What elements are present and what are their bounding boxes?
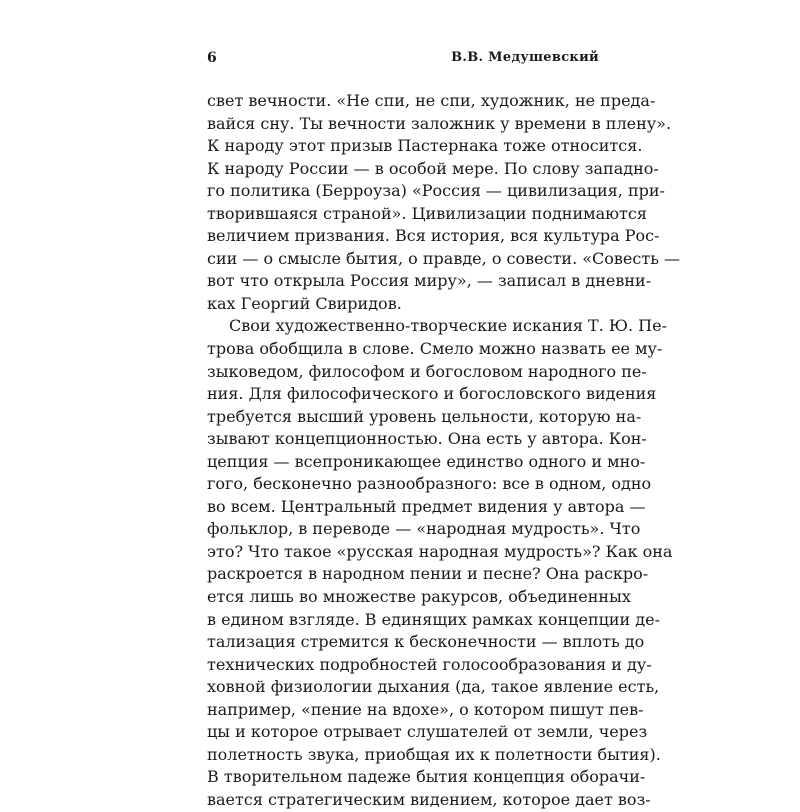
text-line: В творительном падеже бытия концепция оборачи-	[207, 767, 646, 787]
text-line: ховной физиологии дыхания (да, такое явление есть,	[207, 677, 660, 697]
text-line: фольклор, в переводе — «народная мудрость». Что	[207, 519, 641, 539]
text-line: например, «пение на вдохе», о котором пишут пев-	[207, 699, 644, 719]
body-text	[207, 90, 680, 812]
text-line: зывают концепционностью. Она есть у автора. Кон-	[207, 429, 647, 449]
text-line: цепция — всепроникающее единство одного и мно-	[207, 451, 646, 471]
text-line: требуется высший уровень цельности, которую на-	[207, 406, 642, 426]
page-number: 6	[207, 50, 217, 66]
text-line: К народу этот призыв Пастернака тоже относится.	[207, 136, 643, 156]
text-line: тализация стремится к бесконечности — вплоть до	[207, 632, 645, 652]
text-line: во всем. Центральный предмет видения у автора —	[207, 496, 646, 516]
text-line: цы и которое отрывает слушателей от земли, через	[207, 722, 648, 742]
text-line: это? Что такое «русская народная мудрость»? Как она	[207, 541, 673, 561]
text-line: величием призвания. Вся история, вся культура Рос-	[207, 226, 660, 246]
text-line: творившаяся страной». Цивилизации поднимаются	[207, 203, 647, 223]
text-line: ется лишь во множестве ракурсов, объединенных	[207, 587, 631, 607]
text-line: свет вечности. «Не спи, не спи, художник, не преда-	[207, 91, 656, 110]
text-line: полетность звука, приобщая их к полетности бытия).	[207, 744, 661, 764]
text-line: го политика (Берроуза) «Россия — цивилизация, при-	[207, 181, 665, 201]
text-line: зыковедом, философом и богословом народного пе-	[207, 361, 647, 381]
text-line-paragraph-end: ках Георгий Свиридов.	[207, 293, 402, 313]
text-line: технических подробностей голосообразования и ду-	[207, 654, 652, 674]
text-line: в едином взгляде. В единящих рамках концепции де-	[207, 609, 661, 629]
text-line: вот что открыла Россия миру», — записал в дневни-	[207, 271, 652, 291]
text-line: ния. Для философического и богословского видения	[207, 384, 657, 404]
page-header	[207, 48, 599, 68]
text-line: сии — о смысле бытия, о правде, о совести. «Совесть —	[207, 248, 680, 268]
text-line-paragraph-start: Свои художественно-творческие искания Т. Ю. Пе-	[229, 316, 667, 336]
text-line: К народу России — в особой мере. По слову западно-	[207, 158, 659, 178]
text-line: раскроется в народном пении и песне? Она раскро-	[207, 564, 649, 584]
text-line: вается стратегическим видением, которое дает воз-	[207, 789, 651, 809]
text-line: гого, бесконечно разнообразного: все в одном, одно	[207, 474, 652, 494]
text-line: трова обобщила в слове. Смело можно назвать ее му-	[207, 339, 663, 359]
text-line: вайся сну. Ты вечности заложник у времени в плену».	[207, 113, 672, 133]
running-head-author: В.В. Медушевский	[451, 50, 599, 65]
